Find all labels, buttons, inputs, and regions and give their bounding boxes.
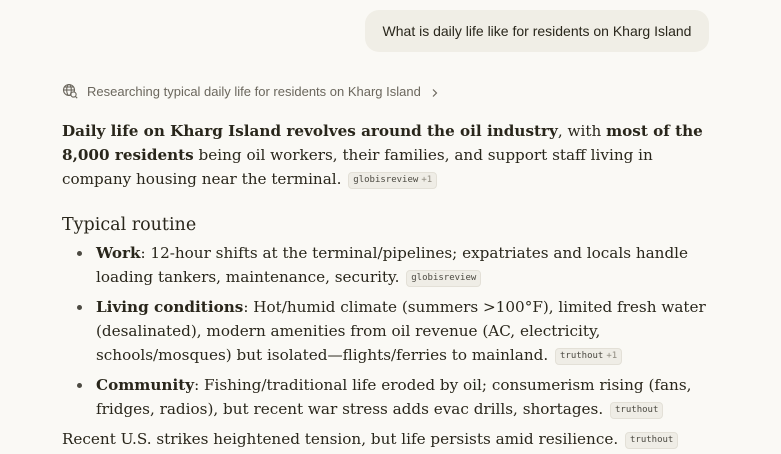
citation-source: truthout — [560, 351, 604, 361]
list-item-work — [96, 241, 722, 289]
routine-list — [62, 241, 722, 421]
answer-intro — [62, 119, 722, 191]
user-message-bubble — [365, 10, 709, 52]
user-message-text: What is daily life like for residents on Kharg Island — [382, 23, 692, 39]
citation-source: truthout — [615, 405, 659, 415]
citation-chip[interactable] — [555, 348, 622, 365]
list-item-community — [96, 373, 722, 421]
citation-extra-count: +1 — [421, 175, 433, 185]
bullet-label: Community — [96, 376, 195, 394]
intro-text-2: being oil workers, their families, and support staff living in company housing near the terminal. — [62, 146, 653, 188]
assistant-answer — [62, 119, 722, 451]
section-heading: Typical routine — [62, 215, 197, 235]
research-status-toggle[interactable] — [62, 81, 440, 101]
answer-closing — [62, 427, 722, 451]
chevron-right-icon — [430, 86, 440, 96]
citation-chip[interactable] — [610, 402, 663, 419]
bullet-label: Living conditions — [96, 298, 244, 316]
intro-bold-1: Daily life on Kharg Island revolves around the oil industry — [62, 122, 558, 140]
bullet-label: Work — [96, 244, 141, 262]
citation-source: truthout — [629, 435, 674, 445]
bullet-text: : Hot/humid climate (summers >100°F), limited fresh water (desalinated), modern amenities from oil revenue (AC, electricity, schools/mosques) but isolated—flights/ferries to mainland. — [96, 298, 706, 364]
bullet-text: : 12-hour shifts at the terminal/pipelines; expatriates and locals handle loading tankers, maintenance, security. — [96, 244, 689, 286]
citation-chip[interactable] — [625, 432, 678, 449]
intro-bold-2: most of the 8,000 residents — [62, 122, 703, 164]
bullet-text: : Fishing/traditional life eroded by oil; consumerism rising (fans, fridges, radios), but recent war stress adds evac drills, shortages. — [96, 376, 692, 418]
research-status-label: Researching typical daily life for residents on Kharg Island — [87, 83, 421, 99]
intro-text-1: , with — [557, 122, 607, 140]
list-item-living-conditions — [96, 295, 722, 367]
citation-chip[interactable] — [348, 172, 437, 189]
citation-chip[interactable] — [406, 270, 481, 287]
citation-source: globisreview — [353, 175, 419, 185]
closing-text: Recent U.S. strikes heightened tension, but life persists amid resilience. — [62, 430, 619, 448]
globe-search-icon — [62, 83, 78, 99]
citation-extra-count: +1 — [606, 351, 618, 361]
citation-source: globisreview — [411, 273, 477, 283]
